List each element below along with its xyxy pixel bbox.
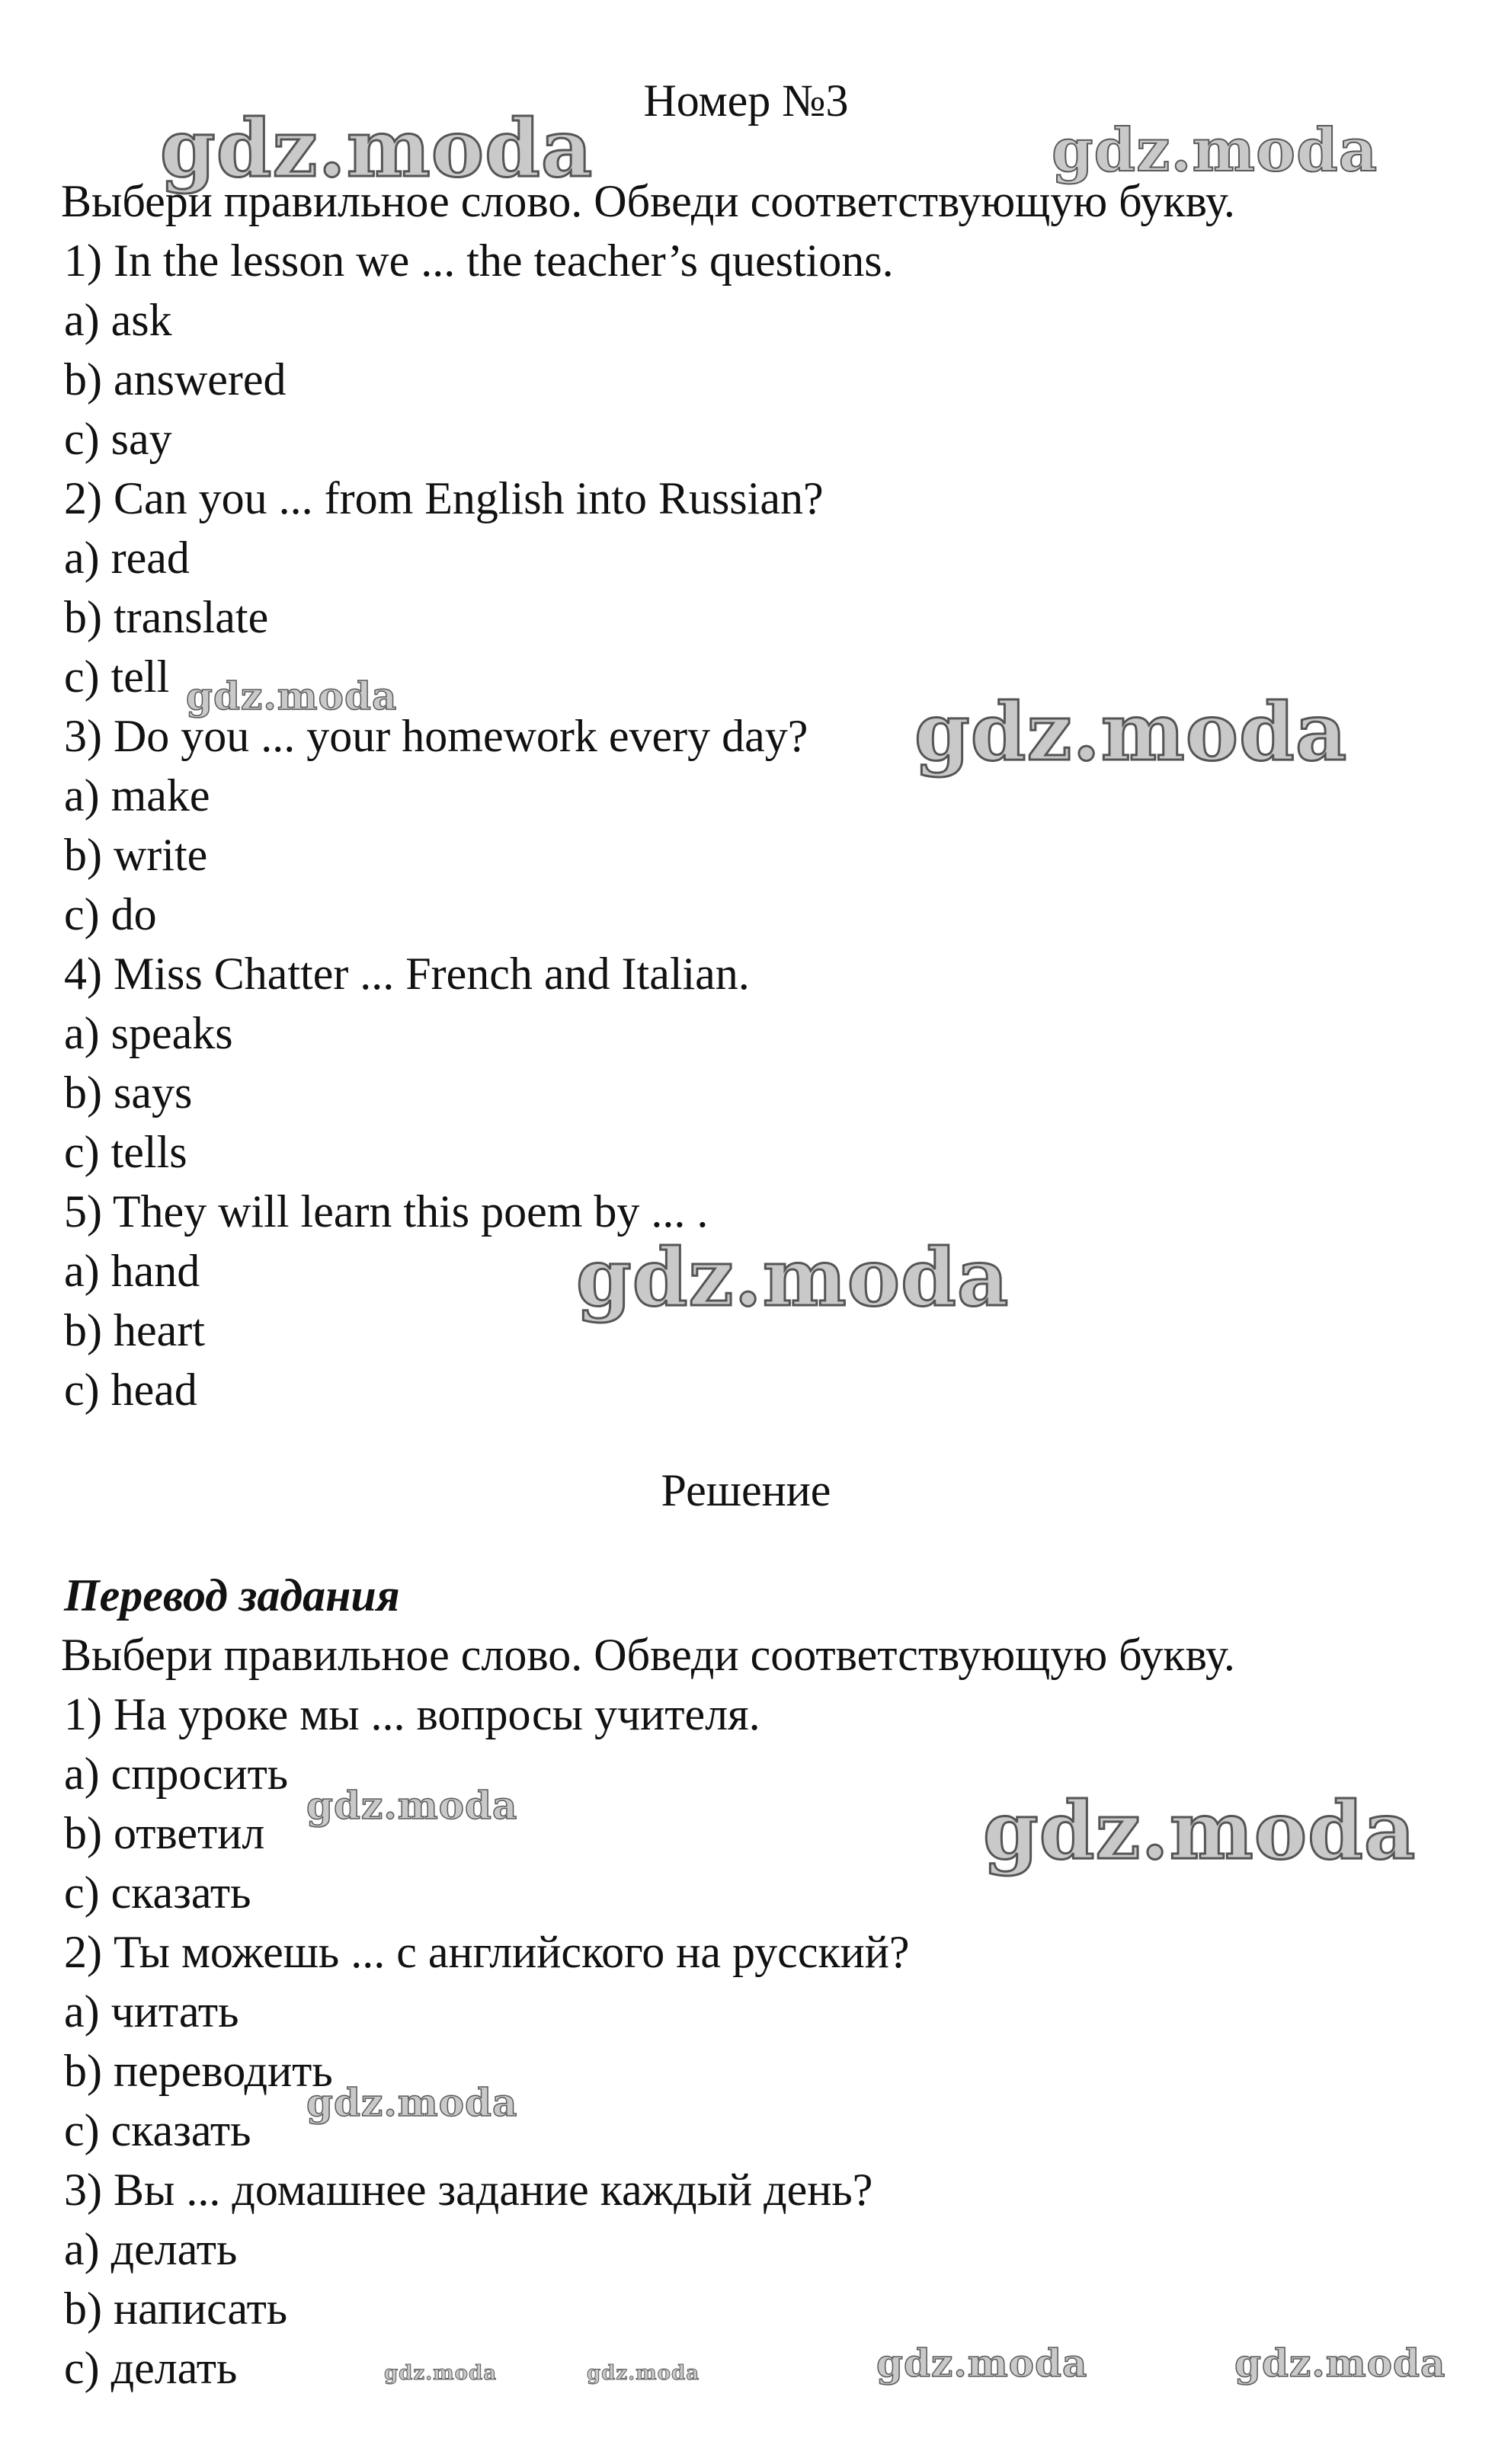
option-4b: b) says xyxy=(64,1067,193,1118)
option-4c: c) tells xyxy=(64,1127,187,1177)
translated-option-2a: a) читать xyxy=(64,1986,239,2037)
translated-option-1b: b) ответил xyxy=(64,1808,265,1858)
option-5b: b) heart xyxy=(64,1305,205,1355)
option-2c: c) tell xyxy=(64,651,170,702)
watermark: gdz.moda xyxy=(186,674,398,718)
page-title: Номер №3 xyxy=(643,75,849,126)
watermark: gdz.moda xyxy=(1052,116,1378,185)
watermark: gdz.moda xyxy=(983,1784,1417,1877)
option-1c: c) say xyxy=(64,414,172,464)
watermark: gdz.moda xyxy=(1234,2341,1446,2386)
option-3a: a) make xyxy=(64,770,210,821)
translated-option-1a: a) спросить xyxy=(64,1749,289,1799)
translated-option-2c: c) сказать xyxy=(64,2105,251,2155)
watermark: gdz.moda xyxy=(384,2362,498,2385)
option-1a: a) ask xyxy=(64,295,172,345)
watermark: gdz.moda xyxy=(914,685,1348,779)
option-2b: b) translate xyxy=(64,592,269,642)
question-3: 3) Do you ... your homework every day? xyxy=(64,711,808,761)
option-2a: a) read xyxy=(64,533,190,583)
solution-heading: Решение xyxy=(661,1465,831,1515)
question-4: 4) Miss Chatter ... French and Italian. xyxy=(64,949,750,999)
watermark: gdz.moda xyxy=(576,1230,1010,1324)
translated-question-1: 1) На уроке мы ... вопросы учителя. xyxy=(64,1689,760,1739)
option-5a: a) hand xyxy=(64,1246,200,1296)
translated-option-3b: b) написать xyxy=(64,2283,288,2334)
translated-option-3a: a) делать xyxy=(64,2224,238,2274)
task-instruction: Выбери правильное слово. Обведи соответствующую букву. xyxy=(61,176,1235,226)
option-4a: a) speaks xyxy=(64,1008,233,1058)
translated-question-2: 2) Ты можешь ... с английского на русский? xyxy=(64,1927,910,1977)
option-3b: b) write xyxy=(64,830,208,880)
watermark: gdz.moda xyxy=(587,2362,700,2385)
question-2: 2) Can you ... from English into Russian? xyxy=(64,473,824,523)
translation-title: Перевод задания xyxy=(64,1570,400,1621)
question-1: 1) In the lesson we ... the teacher’s questions. xyxy=(64,235,894,286)
watermark: gdz.moda xyxy=(306,1783,518,1828)
option-3c: c) do xyxy=(64,889,157,939)
watermark: gdz.moda xyxy=(306,2080,518,2125)
translated-option-1c: c) сказать xyxy=(64,1867,251,1918)
translation-instruction: Выбери правильное слово. Обведи соответствующую букву. xyxy=(61,1630,1235,1680)
watermark: gdz.moda xyxy=(876,2341,1088,2386)
translated-option-2b: b) переводить xyxy=(64,2046,333,2096)
option-1b: b) answered xyxy=(64,354,287,405)
option-5c: c) head xyxy=(64,1365,197,1415)
translated-question-3: 3) Вы ... домашнее задание каждый день? xyxy=(64,2165,873,2215)
watermark: gdz.moda xyxy=(160,101,594,195)
translated-option-3c: c) делать xyxy=(64,2343,238,2393)
question-5: 5) They will learn this poem by ... . xyxy=(64,1186,709,1237)
